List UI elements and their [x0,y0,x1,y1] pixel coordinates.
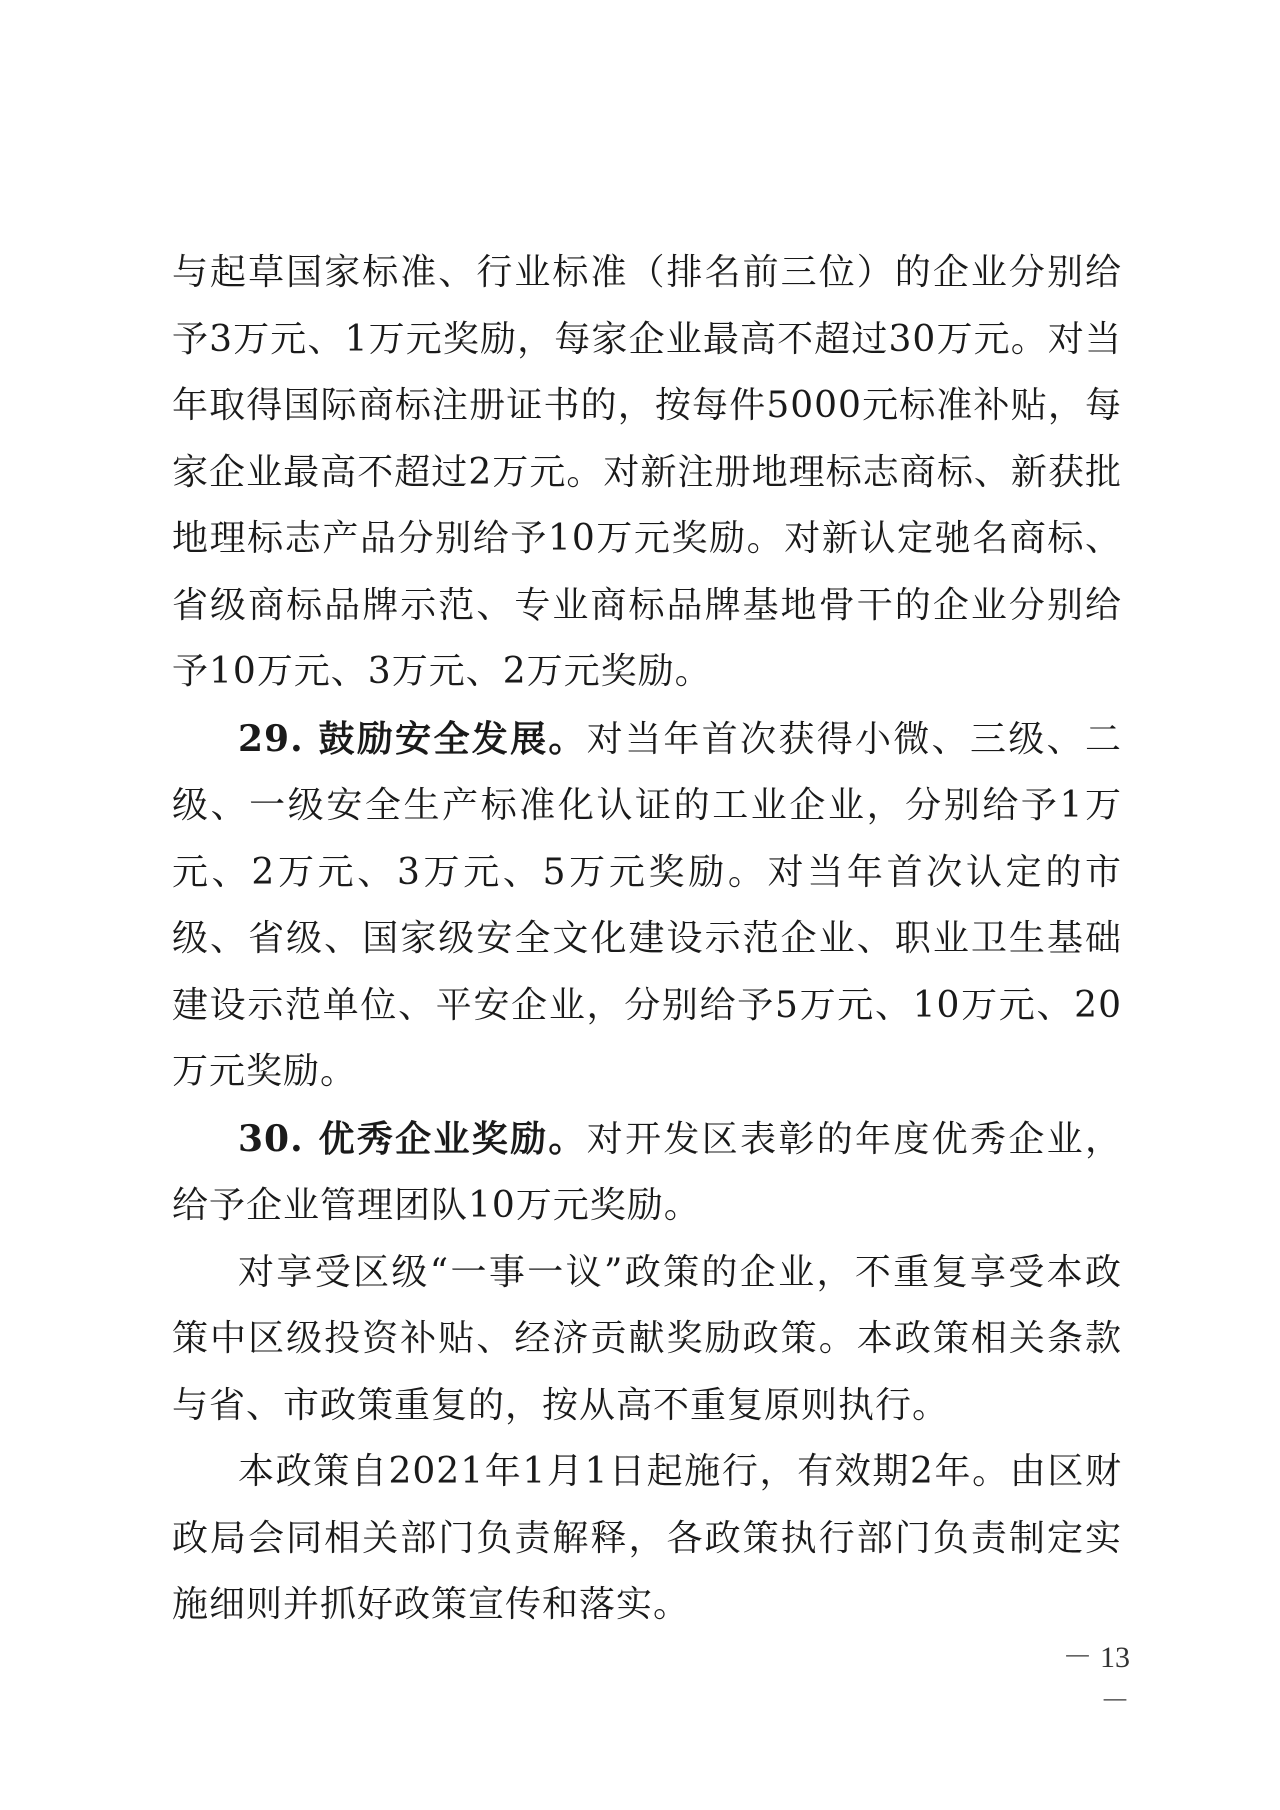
item-29-heading: 29. 鼓励安全发展。 [238,717,587,760]
paragraph-no-duplicate-policy: 对享受区级“一事一议”政策的企业，不重复享受本政策中区级投资补贴、经济贡献奖励政策。本政策相关条款与省、市政策重复的，按从高不重复原则执行。 [172,1251,1122,1426]
paragraph-excellent-enterprise [172,1106,1122,1240]
page-number: － 13 － [1062,1641,1130,1718]
paragraph-safety-development [172,706,1122,1106]
document-body [172,240,1122,1639]
paragraph-effective-date: 本政策自2021年1月1日起施行，有效期2年。由区财政局会同相关部门负责解释，各政策执行部门负责制定实施细则并抓好政策宣传和落实。 [172,1451,1122,1625]
item-29-text: 对当年首次获得小微、三级、二级、一级安全生产标准化认证的工业企业，分别给予1万元、2万元、3万元、5万元奖励。对当年首次认定的市级、省级、国家级安全文化建设示范企业、职业卫生基础建设示范单位、平安企业，分别给予5万元、10万元、20万元奖励。 [172,718,1122,1092]
item-30-text: 对开发区表彰的年度优秀企业，给予企业管理团队10万元奖励。 [172,1118,1122,1226]
item-30-heading: 30. 优秀企业奖励。 [238,1117,587,1160]
paragraph-standards-trademarks: 与起草国家标准、行业标准（排名前三位）的企业分别给予3万元、1万元奖励，每家企业最高不超过30万元。对当年取得国际商标注册证书的，按每件5000元标准补贴，每家企业最高不超过2万元。对新注册地理标志商标、新获批地理标志产品分别给予10万元奖励。对新认定驰名商标、省级商标品牌示范、专业商标品牌基地骨干的企业分别给予10万元、3万元、2万元奖励。 [172,252,1122,692]
